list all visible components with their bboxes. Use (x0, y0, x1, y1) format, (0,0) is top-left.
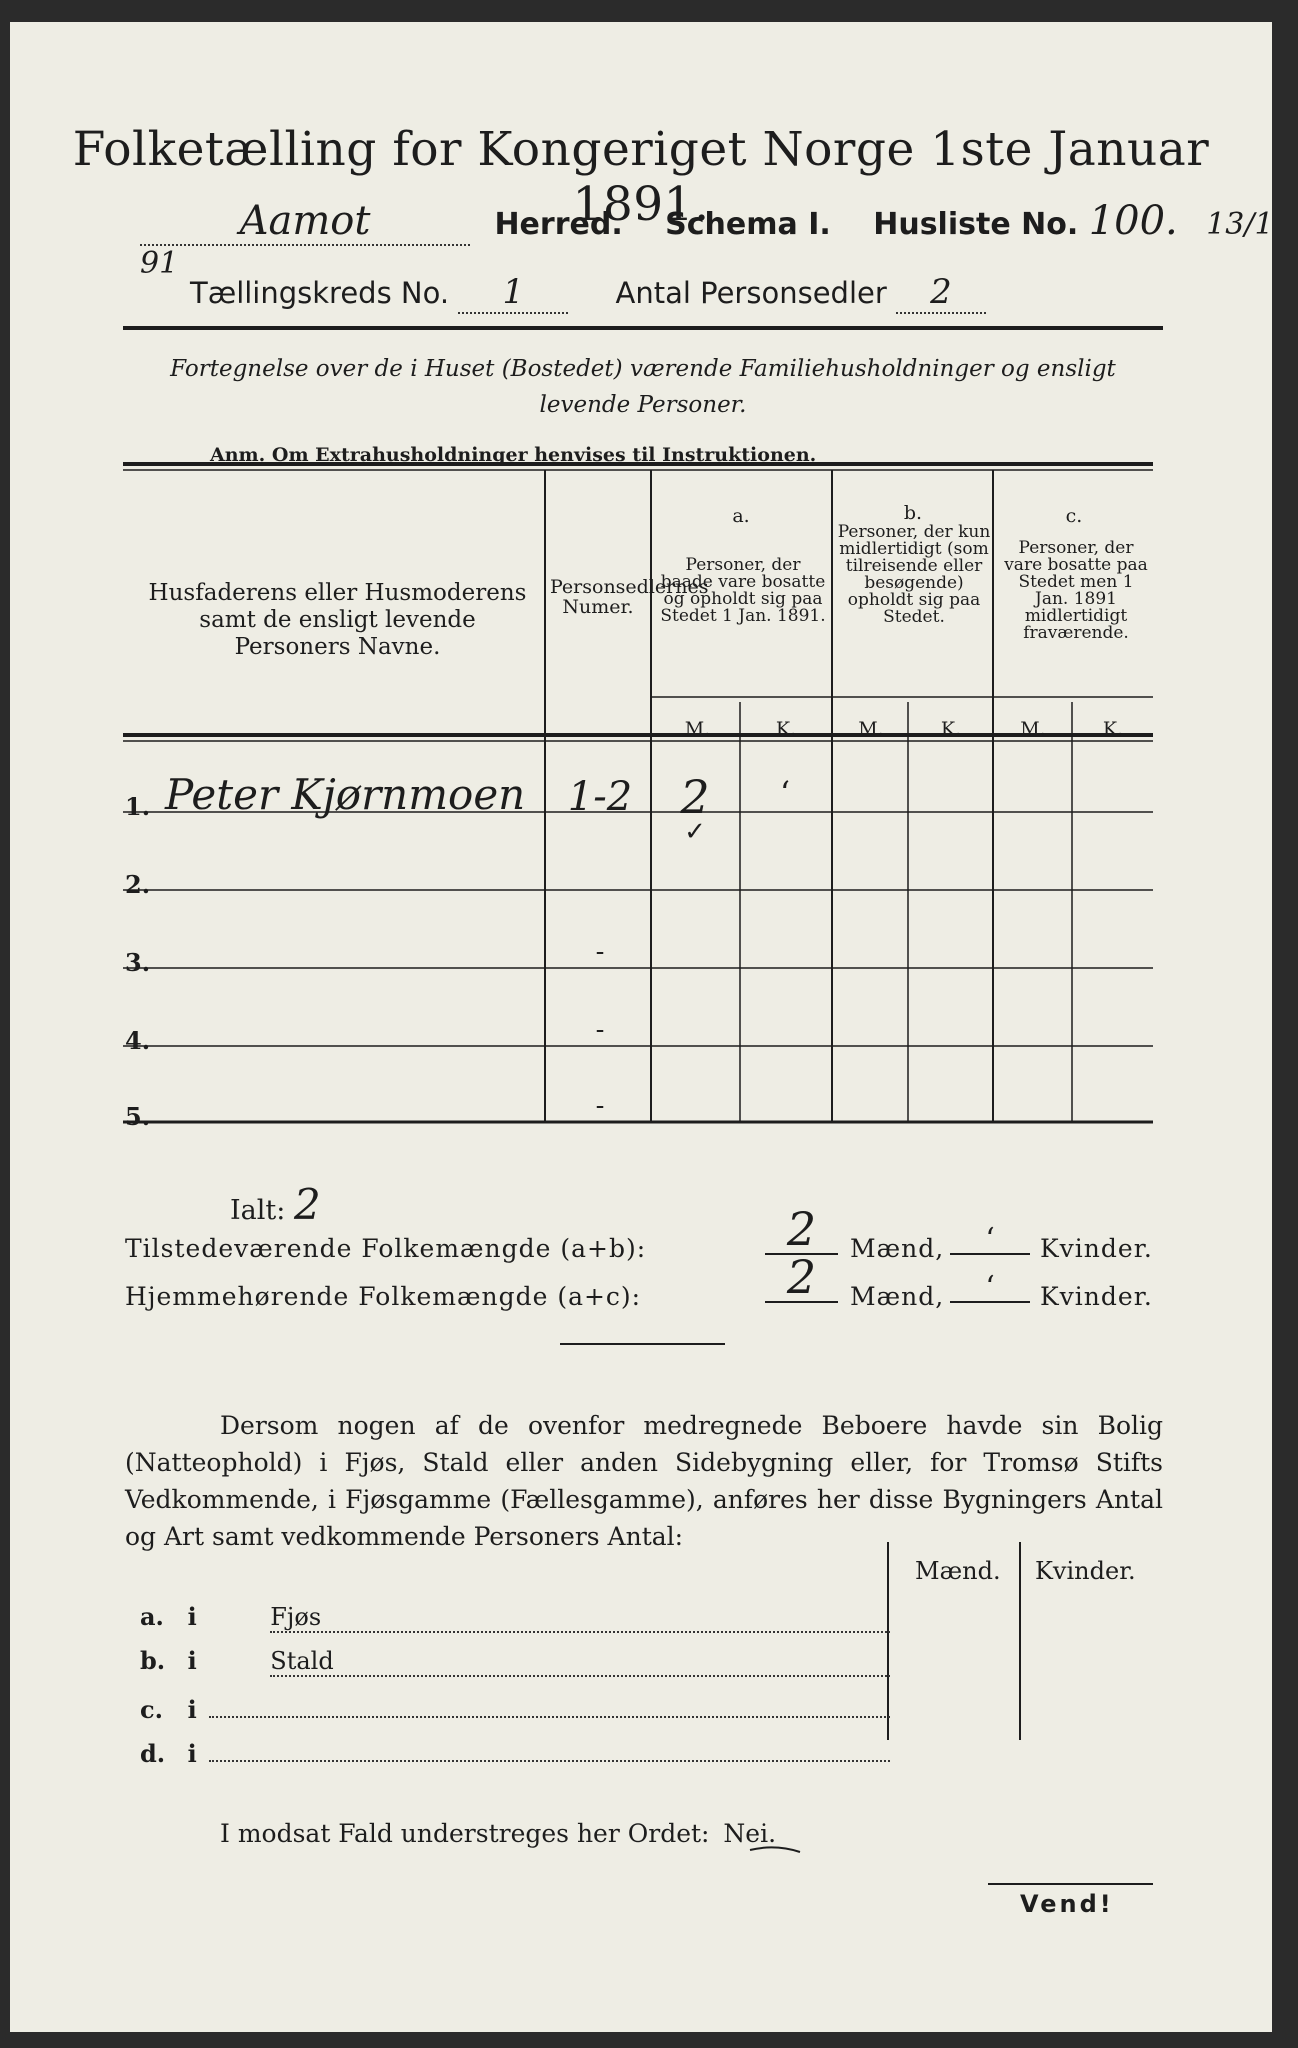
antal-value: 2 (896, 272, 986, 314)
col-b-letter: b. (903, 502, 923, 524)
b-k-label: K. (940, 718, 962, 740)
ialt-label: Ialt: (230, 1195, 286, 1226)
building-a-prep: i (187, 1602, 197, 1631)
a-m-label: M. (684, 718, 711, 740)
ialt-row (230, 1180, 321, 1229)
herred-label: Herred. (494, 207, 623, 242)
kreds-value: 1 (458, 272, 568, 314)
building-item-c (140, 1690, 890, 1724)
c-m-label: M. (1020, 718, 1046, 740)
row-5-sedler: - (595, 1091, 605, 1121)
modsat-line (220, 1819, 776, 1848)
census-form-page (10, 22, 1272, 2032)
row-3-num: 3. (125, 948, 151, 977)
row-1-num: 1. (125, 792, 151, 821)
c-k-label: K. (1102, 718, 1124, 740)
husliste-value: 100. (1088, 198, 1178, 244)
tilstede-kvinder: ʻ (985, 1222, 995, 1257)
row-2-check: ✓ (684, 817, 706, 847)
ialt-value: 2 (293, 1180, 321, 1229)
kreds-label: Tællingskreds No. (190, 276, 450, 310)
tilstede-kvinder-label: Kvinder. (1040, 1234, 1153, 1263)
row-1-a-m: 2 (680, 770, 710, 824)
nei-word: Nei. (723, 1819, 777, 1848)
schema-label: Schema I. (665, 207, 831, 242)
col-num-header: Personsedlernes Numer. (550, 576, 709, 618)
hjemme-maend: 2 (786, 1250, 817, 1304)
intro-line2: levende Personer. (539, 392, 747, 418)
col-a-header: Personer, der baade vare bosatte og opholdt sig paa Stedet 1 Jan. 1891. (660, 555, 826, 626)
building-item-d (140, 1734, 890, 1768)
col-a-letter: a. (732, 505, 750, 527)
col-name-header: Husfaderens eller Husmoderens samt de ensligt levende Personers Navne. (148, 580, 527, 660)
building-c-letter: c. (140, 1695, 163, 1724)
building-c-prep: i (187, 1695, 197, 1724)
building-item-a (140, 1602, 890, 1633)
col-c-header: Personer, der vare bosatte paa Stedet men 1 Jan. 1891 midlertidigt fraværende. (1004, 538, 1148, 643)
buildings-kvinder-header: Kvinder. (1035, 1557, 1136, 1585)
building-b-letter: b. (140, 1646, 166, 1675)
b-m-label: M. (858, 718, 884, 740)
anm-note: Anm. Om Extrahusholdninger henvises til Instruktionen. (210, 444, 817, 466)
date-note: 13/1 91 (140, 207, 1274, 281)
tilstede-label: Tilstedeværende Folkemængde (a+b): (125, 1234, 647, 1263)
building-c-label (209, 1690, 890, 1718)
row-1-name: Peter Kjørnmoen (165, 770, 526, 819)
building-b-label: Stald (270, 1647, 890, 1677)
building-b-prep: i (187, 1646, 197, 1675)
building-d-prep: i (187, 1739, 197, 1768)
row-2-num: 2. (125, 870, 151, 899)
husliste-label: Husliste No. (873, 207, 1079, 242)
tilstede-maend-label: Mænd, (850, 1234, 945, 1263)
a-k-label: K. (775, 718, 797, 740)
buildings-paragraph: Dersom nogen af de ovenfor medregnede Beboere havde sin Bolig (Natteophold) i Fjøs, Stald eller anden Sidebygning eller, for Tromsø Stifts Vedkommende, i Fjøsgamme (Fællesgamme), anføres her disse Bygningers Antal og Art samt vedkommende Personers Antal: (125, 1411, 1163, 1551)
antal-label: Antal Personsedler (615, 276, 887, 310)
vend-label: Vend! (1020, 1890, 1114, 1918)
row-4-num: 4. (125, 1026, 151, 1055)
form-title: Folketælling for Kongeriget Norge 1ste Januar 1891. (72, 122, 1210, 232)
row-1-sedler: 1-2 (567, 774, 633, 820)
row-4-sedler: - (595, 1015, 605, 1045)
row-1-a-k: ʻ (779, 774, 791, 812)
building-item-b (140, 1646, 890, 1677)
tilstede-maend: 2 (786, 1202, 817, 1256)
hjemme-maend-label: Mænd, (850, 1282, 945, 1311)
building-a-letter: a. (140, 1602, 164, 1631)
hjemme-kvinder: ʻ (985, 1270, 995, 1305)
row-5-num: 5. (125, 1102, 151, 1131)
intro-line1: Fortegnelse over de i Huset (Bostedet) værende Familiehusholdninger og ensligt (170, 356, 1116, 382)
col-b-header: Personer, der kun midlertidigt (som tilreisende eller besøgende) opholdt sig paa Stedet. (837, 522, 991, 627)
modsat-label: I modsat Fald understreges her Ordet: (220, 1819, 710, 1848)
row-3-sedler: - (595, 937, 605, 967)
hjemme-kvinder-label: Kvinder. (1040, 1282, 1153, 1311)
col-c-letter: c. (1065, 505, 1083, 527)
herred-value: Aamot (140, 198, 470, 246)
building-d-label (209, 1734, 890, 1762)
hjemme-label: Hjemmehørende Folkemængde (a+c): (125, 1282, 642, 1311)
buildings-maend-header: Mænd. (915, 1557, 1001, 1585)
building-a-label: Fjøs (270, 1603, 890, 1633)
building-d-letter: d. (140, 1739, 166, 1768)
